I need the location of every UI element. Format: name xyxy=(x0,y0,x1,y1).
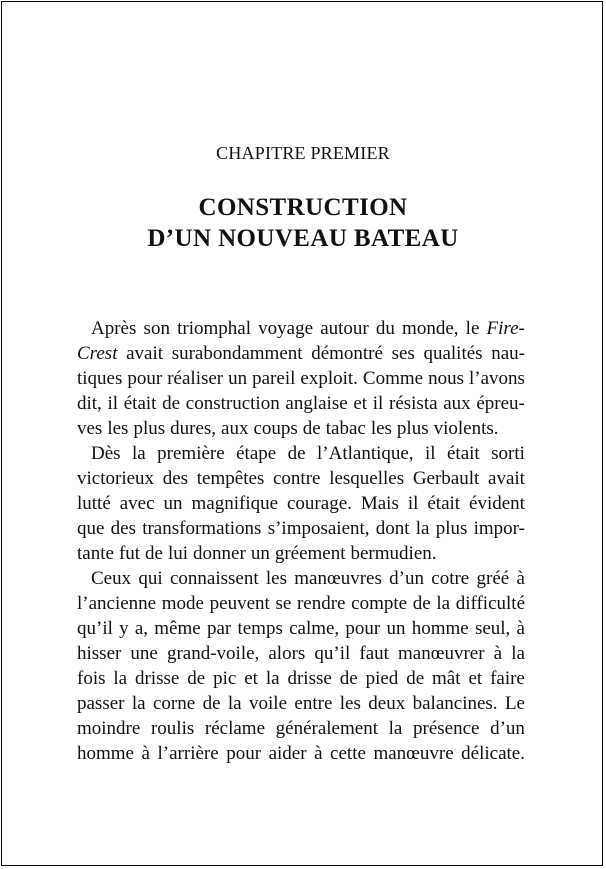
word: il xyxy=(107,393,119,414)
chapter-title-line-1: CONSTRUCTION xyxy=(198,194,408,221)
word: fois xyxy=(77,668,106,689)
word: de xyxy=(202,693,221,714)
word: magnifique xyxy=(191,493,279,514)
word: compte xyxy=(351,593,408,614)
word: pic xyxy=(213,668,237,689)
text-line xyxy=(77,441,525,466)
paragraph xyxy=(77,441,525,566)
word: un xyxy=(386,618,406,639)
word: évident xyxy=(469,493,525,514)
text-line xyxy=(77,691,525,716)
word: connaissent xyxy=(169,568,259,589)
word: de xyxy=(145,543,163,564)
word: la xyxy=(131,693,146,714)
text-line xyxy=(77,641,525,666)
word: un xyxy=(228,368,248,389)
word: tabac xyxy=(325,418,366,439)
word: l’arrière xyxy=(157,743,219,764)
word: exploit. xyxy=(300,368,358,389)
word: généralement xyxy=(275,718,378,739)
text-line xyxy=(77,366,525,391)
word: nau- xyxy=(491,343,525,364)
text-line xyxy=(77,516,525,541)
word: des xyxy=(110,518,136,539)
word: les xyxy=(265,568,287,589)
word: une xyxy=(130,643,158,664)
text-line xyxy=(77,541,525,566)
word: nous xyxy=(428,368,464,389)
word: y xyxy=(119,618,129,639)
word: réaliser xyxy=(167,368,224,389)
word: la xyxy=(132,443,146,464)
word: calme, xyxy=(289,618,340,639)
word: coups xyxy=(253,418,298,439)
word: Le xyxy=(504,693,525,714)
text-line xyxy=(77,741,525,766)
word: pour xyxy=(127,368,163,389)
word: son xyxy=(143,318,170,339)
word: ves xyxy=(77,418,103,439)
word: gréement xyxy=(274,543,346,564)
text-line xyxy=(77,666,525,691)
word: la xyxy=(388,718,403,739)
word: à xyxy=(141,743,150,764)
word: il xyxy=(372,393,384,414)
word: surabondamment xyxy=(171,343,303,364)
word: la xyxy=(265,668,280,689)
word: dures, xyxy=(170,418,217,439)
word: monde, xyxy=(402,318,459,339)
text-line xyxy=(77,616,525,641)
paragraph xyxy=(77,316,525,441)
word: pour xyxy=(345,618,381,639)
word: les xyxy=(370,418,392,439)
paragraph xyxy=(77,566,525,766)
word: il xyxy=(407,493,419,514)
word: se xyxy=(275,593,292,614)
word: qu’il xyxy=(314,643,351,664)
word: plus xyxy=(396,418,429,439)
word: était xyxy=(123,393,157,414)
word: la xyxy=(227,693,242,714)
word: Comme xyxy=(362,368,424,389)
word: de xyxy=(287,443,306,464)
word: le xyxy=(465,318,480,339)
word: Crest xyxy=(77,343,118,364)
word: victorieux xyxy=(77,468,155,489)
word: à xyxy=(493,643,503,664)
chapter-title-line-2: D’UN NOUVEAU BATEAU xyxy=(147,225,459,252)
text-line xyxy=(77,416,525,441)
word: homme xyxy=(411,618,469,639)
word: passer xyxy=(77,693,125,714)
word: de xyxy=(339,668,358,689)
text-line xyxy=(77,716,525,741)
word: ses xyxy=(391,343,415,364)
word: la xyxy=(511,643,525,664)
word: de xyxy=(406,668,425,689)
word: grand-voile, xyxy=(166,643,260,664)
word: la xyxy=(113,668,128,689)
word: des xyxy=(162,468,189,489)
word: de xyxy=(412,593,431,614)
word: avait xyxy=(126,343,164,364)
word: d’un xyxy=(490,718,525,739)
word: transformations xyxy=(142,518,262,539)
word: était xyxy=(427,493,461,514)
word: manœuvrer xyxy=(398,643,485,664)
word: triomphal xyxy=(177,318,251,339)
text-line xyxy=(77,391,525,416)
word: donner xyxy=(193,543,246,564)
word: qualités xyxy=(423,343,483,364)
word: lui xyxy=(167,543,189,564)
word: balancines. xyxy=(412,693,498,714)
text-line xyxy=(77,341,525,366)
word: à xyxy=(516,568,525,589)
word: à xyxy=(314,743,323,764)
word: démontré xyxy=(311,343,383,364)
word: plus xyxy=(133,418,166,439)
word: épreu- xyxy=(476,393,525,414)
word: tante xyxy=(77,543,114,564)
word: sorti xyxy=(491,443,525,464)
word: qu’il xyxy=(77,618,113,639)
word: manœuvre xyxy=(373,743,454,764)
body-text xyxy=(77,316,525,766)
word: première xyxy=(157,443,225,464)
text-line xyxy=(77,566,525,591)
word: du xyxy=(375,318,395,339)
word: homme xyxy=(77,743,134,764)
chapter-title xyxy=(0,192,606,254)
word: peuvent xyxy=(209,593,270,614)
word: manœuvres xyxy=(294,568,382,589)
word: la xyxy=(415,518,430,539)
word: par xyxy=(206,618,232,639)
word: violents. xyxy=(433,418,499,439)
word: résista xyxy=(389,393,438,414)
text-line xyxy=(77,316,525,341)
word: cotre xyxy=(431,568,470,589)
word: entre xyxy=(294,693,333,714)
word: bermudien. xyxy=(350,543,437,564)
word: contre xyxy=(273,468,321,489)
word: avec xyxy=(119,493,155,514)
word: hisser xyxy=(77,643,122,664)
word: délicate. xyxy=(461,743,525,764)
text-line xyxy=(77,466,525,491)
word: difficulté xyxy=(455,593,525,614)
word: un xyxy=(250,543,270,564)
word: alors xyxy=(268,643,306,664)
word: Fire- xyxy=(486,318,525,339)
word: dit, xyxy=(77,393,102,414)
word: les xyxy=(339,693,361,714)
word: de xyxy=(162,393,181,414)
word: aider xyxy=(268,743,307,764)
word: un xyxy=(163,493,183,514)
word: étape xyxy=(236,443,277,464)
text-line xyxy=(77,591,525,616)
word: moindre xyxy=(77,718,141,739)
word: construction xyxy=(185,393,280,414)
word: gréé xyxy=(476,568,510,589)
word: corne xyxy=(152,693,196,714)
word: pareil xyxy=(252,368,296,389)
word: était xyxy=(447,443,480,464)
word: à xyxy=(516,618,525,639)
text-line xyxy=(77,491,525,516)
word: et xyxy=(353,393,368,414)
word: que xyxy=(77,518,105,539)
word: avait xyxy=(488,468,525,489)
word: deux xyxy=(368,693,406,714)
word: voyage xyxy=(258,318,314,339)
word: lesquelles xyxy=(329,468,405,489)
word: Dès xyxy=(91,443,121,464)
word: roulis xyxy=(150,718,195,739)
word: drisse xyxy=(287,668,332,689)
word: de xyxy=(187,668,206,689)
word: rendre xyxy=(296,593,346,614)
word: aux xyxy=(221,418,249,439)
word: cette xyxy=(330,743,366,764)
word: présence xyxy=(413,718,480,739)
word: seul, xyxy=(474,618,511,639)
word: Ceux xyxy=(91,568,132,589)
word: tiques xyxy=(77,368,123,389)
word: Après xyxy=(91,318,137,339)
word: tempêtes xyxy=(196,468,265,489)
word: s’imposaient, xyxy=(267,518,370,539)
word: dont xyxy=(375,518,410,539)
word: il xyxy=(425,443,436,464)
word: l’avons xyxy=(469,368,525,389)
word: l’Atlantique, xyxy=(317,443,414,464)
word: pied xyxy=(365,668,399,689)
word: qui xyxy=(138,568,163,589)
word: temps xyxy=(237,618,283,639)
word: courage. xyxy=(287,493,352,514)
word: voile xyxy=(249,693,288,714)
word: a, xyxy=(134,618,149,639)
word: lutté xyxy=(77,493,111,514)
chapter-label: CHAPITRE PREMIER xyxy=(216,143,390,163)
word: même xyxy=(154,618,201,639)
word: Gerbault xyxy=(412,468,480,489)
word: et xyxy=(244,668,258,689)
word: fut xyxy=(118,543,141,564)
word: mât xyxy=(432,668,461,689)
word: l’ancienne xyxy=(77,593,157,614)
word: plus xyxy=(435,518,468,539)
word: d’un xyxy=(389,568,424,589)
word: impor- xyxy=(473,518,525,539)
word: la xyxy=(436,593,451,614)
word: faire xyxy=(490,668,525,689)
word: anglaise xyxy=(285,393,348,414)
word: mode xyxy=(161,593,204,614)
word: autour xyxy=(320,318,369,339)
word: drisse xyxy=(135,668,180,689)
word: pour xyxy=(226,743,262,764)
word: réclame xyxy=(204,718,266,739)
word: les xyxy=(107,418,129,439)
word: et xyxy=(468,668,483,689)
word: de xyxy=(302,418,321,439)
word: Mais xyxy=(360,493,399,514)
word: faut xyxy=(359,643,389,664)
word: aux xyxy=(443,393,471,414)
